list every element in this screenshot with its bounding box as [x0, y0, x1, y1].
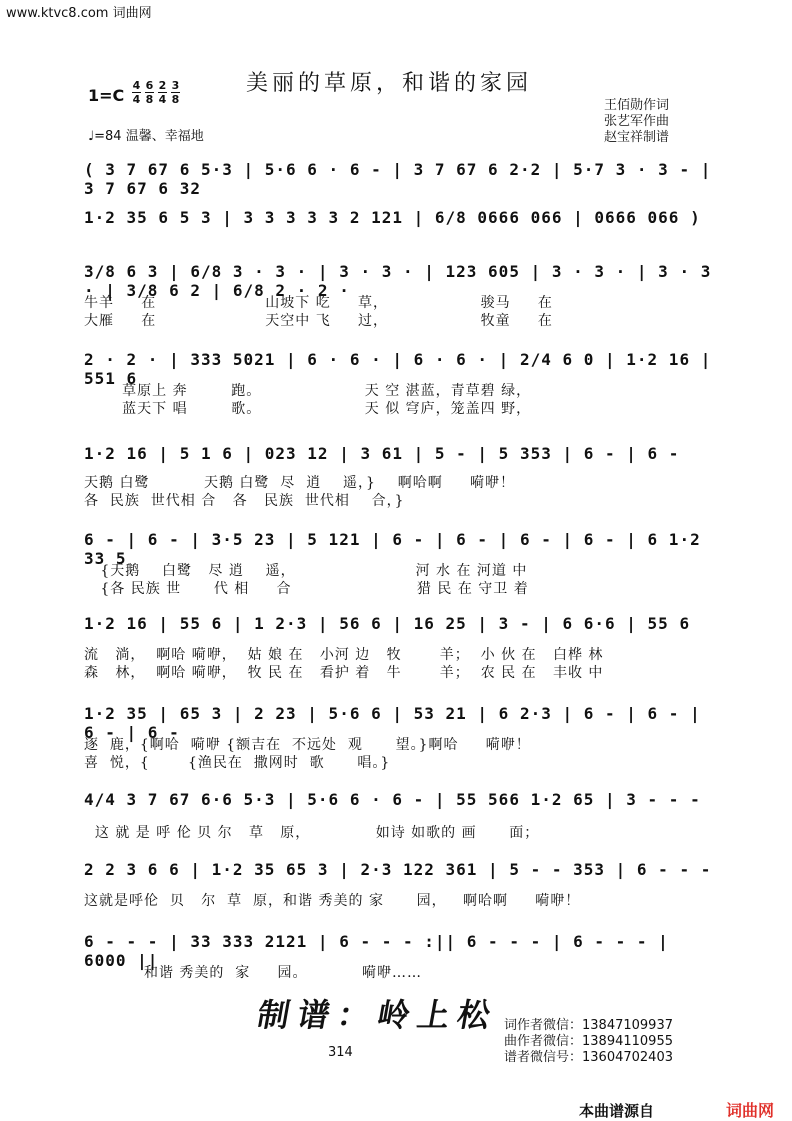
- lyric-line: 牛羊 在 山坡下 吃 草， 骏马 在: [84, 295, 553, 311]
- notation-line: 1·2 35 | 65 3 | 2 23 | 5·6 6 | 53 21 | 6 2·3 | 6 - | 6 - | 6 - | 6 -: [84, 704, 701, 742]
- lyric-line: 天鹅 白鹭 天鹅 白鹭 尽 逍 遥，} 啊哈啊 嗬咿！: [84, 475, 515, 491]
- source-label: 本曲谱源自: [579, 1102, 655, 1120]
- notation-line: 2 2 3 6 6 | 1·2 35 65 3 | 2·3 122 361 | 5 - - 353 | 6 - - -: [84, 860, 712, 879]
- composer-wechat: 曲作者微信：13894110955: [504, 1034, 673, 1049]
- lyric-line: 各 民族 世代相 合 各 民族 世代相 合，}: [84, 493, 405, 509]
- notation-line: 1·2 16 | 5 1 6 | 023 12 | 3 61 | 5 - | 5 353 | 6 - | 6 -: [84, 444, 680, 463]
- site-url[interactable]: www.ktvc8.com 词曲网: [6, 6, 152, 21]
- composer: 张艺军作曲: [604, 114, 670, 129]
- lyric-line: 大雁 在 天空中 飞 过， 牧童 在: [84, 313, 553, 329]
- notation-line: 1·2 35 6 5 3 | 3 3 3 3 3 2 121 | 6/8 0666 066 | 0666 066 ): [84, 208, 701, 227]
- arranger-wechat: 谱者微信号：13604702403: [504, 1050, 673, 1065]
- song-title: 美丽的草原，和谐的家园: [246, 71, 533, 96]
- lyric-line: 喜 悦，{ {渔民在 撒网时 歌 唱。}: [84, 755, 391, 771]
- credits: [604, 98, 669, 146]
- notation-line: 6 - - - | 33 333 2121 | 6 - - - :|| 6 - - - | 6 - - - | 6000 ||: [84, 932, 669, 970]
- lyricist-wechat: 词作者微信：13847109937: [504, 1018, 673, 1033]
- time-signature: $\frac{4}{4}$: [132, 79, 141, 106]
- lyric-line: 这就是呼伦 贝 尔 草 原，和谐 秀美的 家 园， 啊哈啊 嗬咿！: [84, 893, 581, 909]
- page-number: 314: [328, 1045, 353, 1060]
- lyric-line: {各 民族 世 代 相 合 猎 民 在 守卫 着: [84, 581, 529, 597]
- lyric-line: 森 林， 啊哈 嗬咿， 牧 民 在 看护 着 牛 羊； 农 民 在 丰收 中: [84, 665, 604, 681]
- lyric-line: 蓝天下 唱 歌。 天 似 穹庐，笼盖四 野，: [84, 401, 532, 417]
- notation-line: 1·2 16 | 55 6 | 1 2·3 | 56 6 | 16 25 | 3 - | 6 6·6 | 55 6: [84, 614, 691, 633]
- tempo-marking: ♩=84 温馨、幸福地: [88, 129, 204, 144]
- lyric-line: 这 就 是 呼 伦 贝 尔 草 原， 如诗 如歌的 画 面；: [84, 825, 540, 841]
- notation-line: ( 3 7 67 6 5·3 | 5·6 6 · 6 - | 3 7 67 6 2·2 | 5·7 3 · 3 - | 3 7 67 6 32: [84, 160, 712, 198]
- lyric-line: 逐 鹿，{啊哈 嗬咿 {额吉在 不远处 观 望。}啊哈 嗬咿！: [84, 737, 531, 753]
- notation-line: 3/8 6 3 | 6/8 3 · 3 · | 3 · 3 · | 123 605 | 3 · 3 · | 3 · 3 · | 3/8 6 2 | 6/8 2 · 2 ·: [84, 262, 712, 300]
- arranger-signature: 制谱：岭上松: [254, 996, 502, 1034]
- lyric-line: 和谐 秀美的 家 园。 嗬咿……: [84, 965, 423, 981]
- arranger: 赵宝祥制谱: [604, 130, 670, 145]
- lyric-line: 流 淌， 啊哈 嗬咿， 姑 娘 在 小河 边 牧 羊； 小 伙 在 白桦 林: [84, 647, 604, 663]
- notation-line: 6 - | 6 - | 3·5 23 | 5 121 | 6 - | 6 - | 6 - | 6 - | 6 1·2 33 5: [84, 530, 701, 568]
- notation-line: 2 · 2 · | 333 5021 | 6 · 6 · | 6 · 6 · | 2/4 6 0 | 1·2 16 | 551 6: [84, 350, 712, 388]
- time-signature: $\frac{2}{4}$: [158, 79, 167, 106]
- lyric-line: {天鹅 白鹭 尽 逍 遥， 河 水 在 河道 中: [84, 563, 528, 579]
- wechat-contacts: [504, 1018, 673, 1066]
- key-signature: 1=C: [88, 86, 125, 105]
- lyric-line: 草原上 奔 跑。 天 空 湛蓝，青草碧 绿，: [84, 383, 532, 399]
- notation-line: 4/4 3 7 67 6·6 5·3 | 5·6 6 · 6 - | 55 566 1·2 65 | 3 - - -: [84, 790, 701, 809]
- time-signature: $\frac{6}{8}$: [145, 79, 154, 106]
- time-signatures: [132, 80, 180, 105]
- site-logo[interactable]: 词曲网: [726, 1101, 775, 1120]
- lyricist: 王佰勋作词: [604, 98, 670, 113]
- time-signature: $\frac{3}{8}$: [171, 79, 180, 106]
